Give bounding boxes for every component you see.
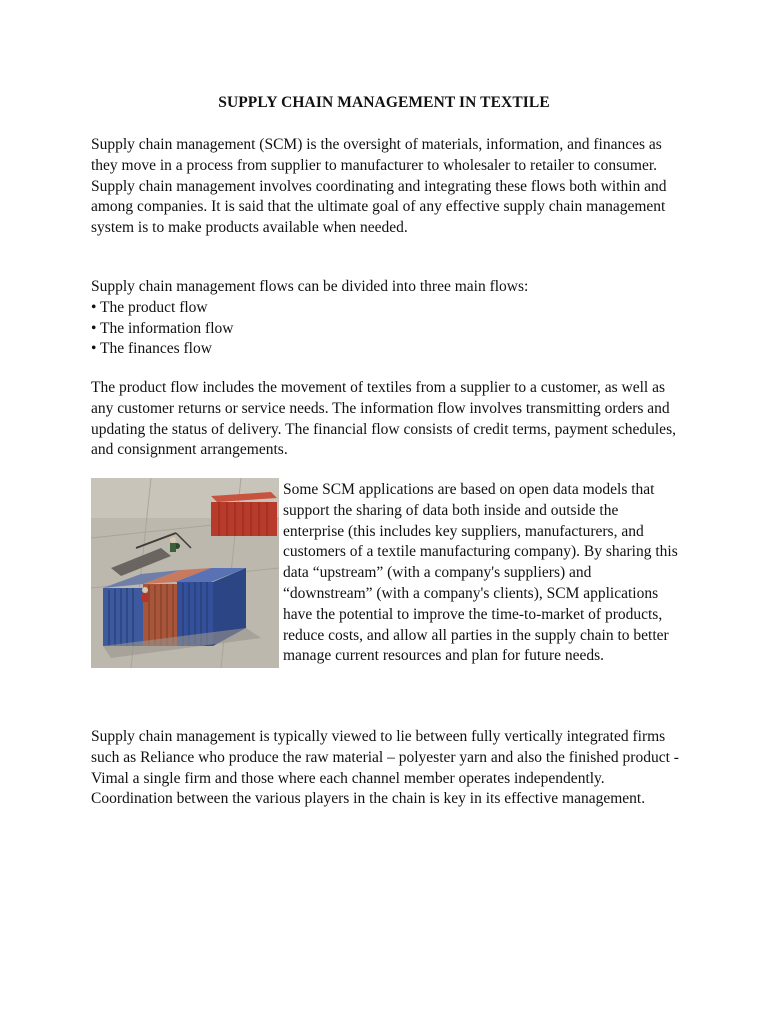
flows-description-paragraph: The product flow includes the movement of textiles from a supplier to a customer, as well as any customer returns or service needs. The information flow involves transmitting orders and updating the status of delivery. The financial flow consists of credit terms, payment schedules, and consignment arrangements. — [91, 379, 676, 459]
shipping-containers-illustration — [91, 478, 279, 668]
flows-section — [91, 277, 681, 360]
flow-item-product: • The product flow — [91, 298, 208, 316]
shipping-containers-photo — [91, 478, 279, 668]
conclusion-paragraph: Supply chain management is typically viewed to lie between fully vertically integrated firms such as Reliance who produce the raw material – polyester yarn and also the finished product - Vimal a single firm and those where each channel member operates independently. Coordination between the various players in the chain is key in its effective management. — [91, 728, 679, 808]
intro-paragraph: Supply chain management (SCM) is the oversight of materials, information, and finances as they move in a process from supplier to manufacturer to wholesaler to retailer to consumer. Supply chain management involves coordinating and integrating these flows both within and among companies. It is said that the ultimate goal of any effective supply chain management system is to make products available when needed. — [91, 136, 667, 237]
flows-intro: Supply chain management flows can be divided into three main flows: — [91, 278, 529, 295]
document-title: SUPPLY CHAIN MANAGEMENT IN TEXTILE — [218, 94, 550, 111]
flow-item-finances: • The finances flow — [91, 340, 212, 358]
scm-applications-paragraph: Some SCM applications are based on open data models that support the sharing of data both inside and outside the enterprise (this includes key suppliers, manufacturers, and customers of a textile manufacturing company). By sharing this data “upstream” (with a company's suppliers) and “downstream” (with a company's clients), SCM applications have the potential to improve the time-to-market of products, reduce costs, and allow all parties in the supply chain to better manage current resources and plan for future needs. — [283, 481, 678, 665]
flow-item-information: • The information flow — [91, 319, 234, 337]
